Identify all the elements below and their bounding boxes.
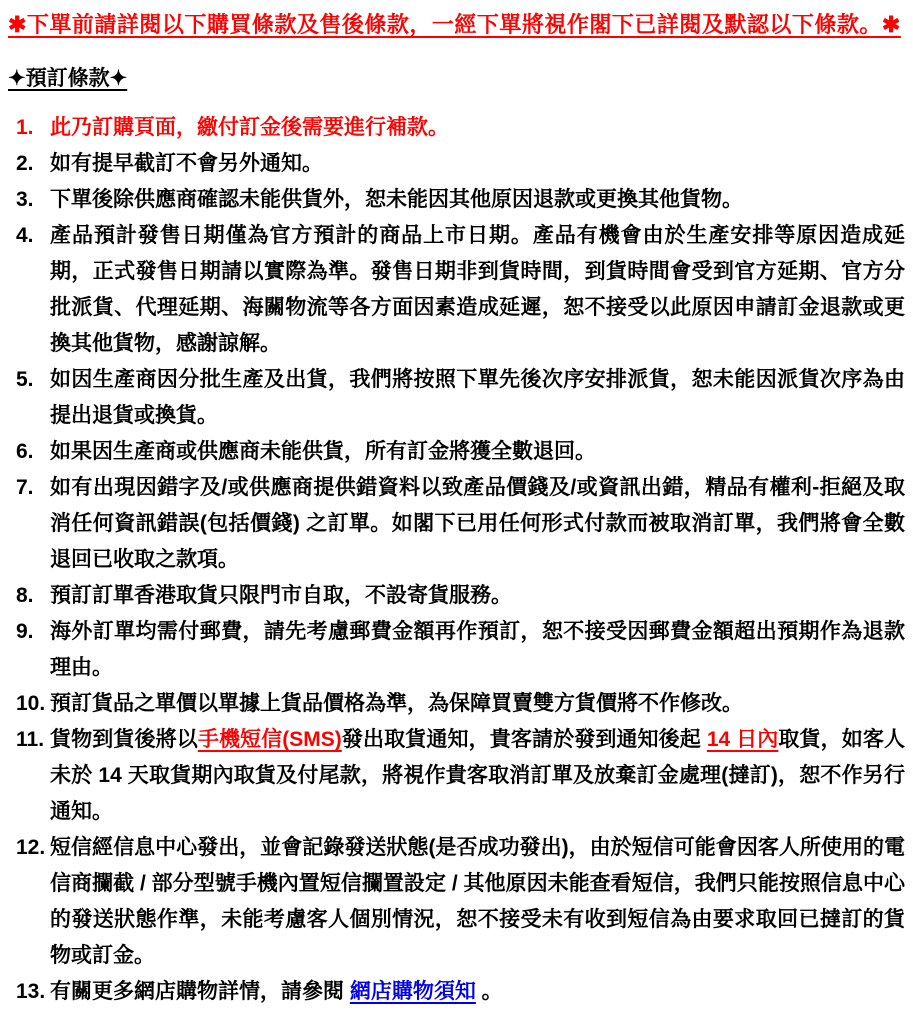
- term-number: 7.: [16, 476, 34, 499]
- term-number: 9.: [16, 620, 34, 643]
- term-text: [50, 440, 596, 463]
- sms-notice-emphasis: 手機短信(SMS): [197, 728, 342, 751]
- term-text: [50, 476, 905, 571]
- term-item: [8, 110, 905, 146]
- term-text-segment: 下單後除供應商確認未能供貨外，恕未能因其他原因退款或更換其他貨物。: [50, 188, 743, 211]
- term-item: [8, 830, 905, 974]
- term-text-segment: 如有提早截訂不會另外通知。: [50, 152, 323, 175]
- term-number: 5.: [16, 368, 34, 391]
- term-text-segment: 如有出現因錯字及/或供應商提供錯資料以致產品價錢及/或資訊出錯，精品有權利-拒絕及取消任何資訊錯誤(包括價錢) 之訂單。如閣下已用任何形式付款而被取消訂單，我們將會全數退回已收取之款項。: [50, 476, 905, 571]
- term-text-segment: 貨物到貨後將以: [50, 728, 198, 751]
- term-number: 11.: [16, 728, 45, 751]
- term-text-segment: 海外訂單均需付郵費，請先考慮郵費金額再作預訂，恕不接受因郵費金額超出預期作為退款理由。: [50, 620, 905, 679]
- term-text-segment: 發出取貨通知，貴客請於發到通知後起: [341, 728, 707, 751]
- term-text-segment: 取貨，如客人未於 14 天取貨期內取貨及付尾款，將視作貴客取消訂單及放棄訂金處理(撻訂)，恕不作另行通知。: [50, 728, 905, 823]
- term-text: [50, 980, 503, 1003]
- term-text: [50, 728, 905, 823]
- term-number: 6.: [16, 440, 34, 463]
- term-text-segment: 預訂訂單香港取貨只限門市自取，不設寄貨服務。: [50, 584, 512, 607]
- term-text-segment: 有關更多網店購物詳情，請參閱: [50, 980, 350, 1003]
- term-number: 3.: [16, 188, 34, 211]
- term-text: [50, 116, 449, 139]
- term-number: 13.: [16, 980, 46, 1003]
- term-text: [50, 224, 905, 355]
- term-text-segment: 。: [475, 980, 503, 1003]
- term-text: [50, 692, 743, 715]
- term-item: [8, 218, 905, 362]
- term-item: [8, 578, 905, 614]
- term-number: 1.: [16, 116, 34, 139]
- term-number: 4.: [16, 224, 34, 247]
- preorder-terms-heading: ✦預訂條款✦: [8, 67, 128, 90]
- purchase-notice-title: ✱下單前請詳閱以下購買條款及售後條款，一經下單將視作閣下已詳閱及默認以下條款。✱: [8, 12, 901, 37]
- term-text-segment: 如因生產商因分批生產及出貨，我們將按照下單先後次序安排派貨，恕未能因派貨次序為由提出退貨或換貨。: [50, 368, 905, 427]
- term-item: [8, 362, 905, 434]
- term-number: 2.: [16, 152, 34, 175]
- term-item: [8, 722, 905, 830]
- term-text-segment: 預訂貨品之單價以單據上貨品價格為準，為保障買賣雙方貨價將不作修改。: [50, 692, 743, 715]
- term-item: [8, 470, 905, 578]
- term-text: [50, 188, 743, 211]
- term-text: [50, 368, 905, 427]
- term-number: 10.: [16, 692, 46, 715]
- term-item: [8, 614, 905, 686]
- term-item: [8, 974, 905, 1010]
- term-number: 12.: [16, 836, 46, 859]
- term-item: [8, 146, 905, 182]
- term-text: [50, 836, 905, 967]
- pickup-deadline-emphasis: 14 日內: [706, 728, 779, 751]
- term-text: [50, 620, 905, 679]
- term-text-segment: 短信經信息中心發出，並會記錄發送狀態(是否成功發出)，由於短信可能會因客人所使用的電信商攔截 / 部分型號手機內置短信攔置設定 / 其他原因未能查看短信，我們只能按照信息中心的發送狀態作準，未能考慮客人個別情況，恕不接受未有收到短信為由要求取回已撻訂的貨物或訂金。: [50, 836, 905, 967]
- term-text-segment: 產品預計發售日期僅為官方預計的商品上市日期。產品有機會由於生產安排等原因造成延期，正式發售日期請以實際為準。發售日期非到貨時間，到貨時間會受到官方延期、官方分批派貨、代理延期、海關物流等各方面因素造成延遲，恕不接受以此原因申請訂金退款或更換其他貨物，感謝諒解。: [50, 224, 905, 355]
- term-item: [8, 182, 905, 218]
- term-text-segment: 此乃訂購頁面，繳付訂金後需要進行補款。: [50, 116, 449, 139]
- term-text: [50, 584, 512, 607]
- term-text: [50, 152, 323, 175]
- terms-list: [8, 110, 905, 1010]
- term-item: [8, 686, 905, 722]
- term-number: 8.: [16, 584, 34, 607]
- term-item: [8, 434, 905, 470]
- term-text-segment: 如果因生產商或供應商未能供貨，所有訂金將獲全數退回。: [50, 440, 596, 463]
- store-shopping-guide-link[interactable]: 網店購物須知: [349, 980, 476, 1003]
